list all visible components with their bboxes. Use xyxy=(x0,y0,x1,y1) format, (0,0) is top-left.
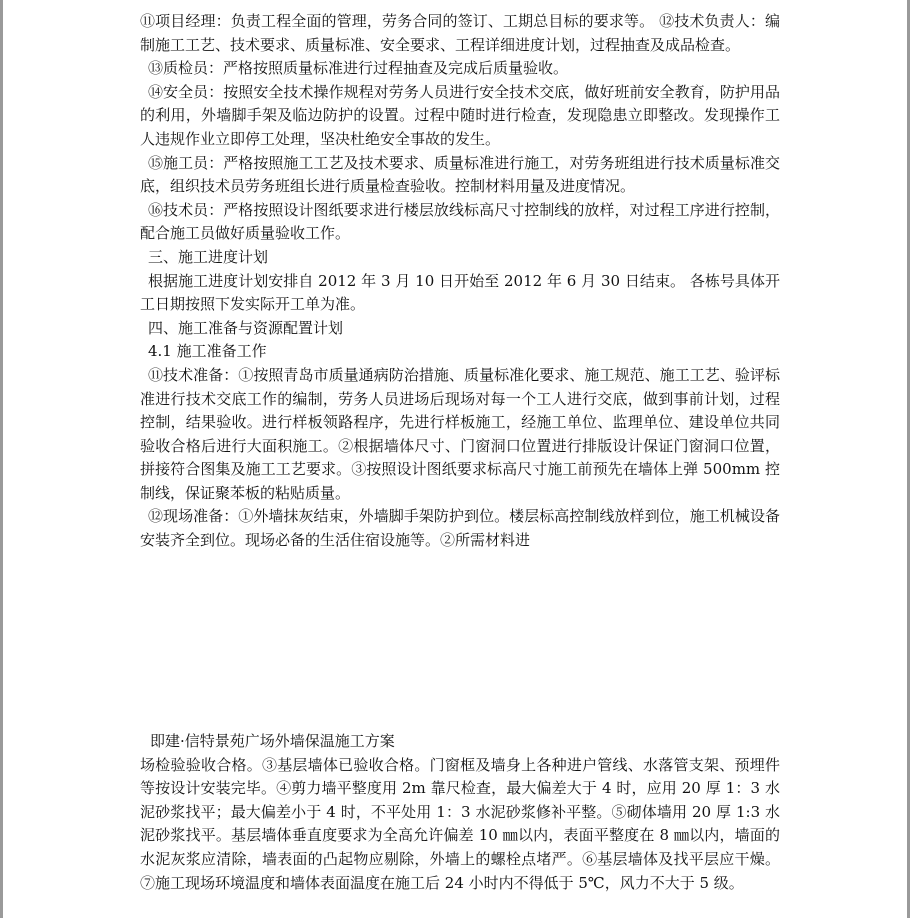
subheading-preparation-work: 4.1 施工准备工作 xyxy=(148,342,267,361)
paragraph-quality-inspector: ⑬质检员：严格按照质量标准进行过程抽查及完成后质量验收。 xyxy=(148,59,569,78)
paragraph-schedule: 根据施工进度计划安排自 2012 年 3 月 10 日开始至 2012 年 6 月 30 日结束。 各栋号具体开工日期按照下发实际开工单为准。 xyxy=(140,271,780,314)
document-page-2 xyxy=(140,730,780,895)
running-header: 即建·信特景苑广场外墙保温施工方案 xyxy=(150,732,395,750)
paragraph-technical-prep: ⑪技术准备：①按照青岛市质量通病防治措施、质量标准化要求、施工规范、施工工艺、验评标准进行技术交底工作的编制，劳务人员进场后现场对每一个工人进行交底，做到事前计划，过程控制，结果验收。进行样板领路程序，先进行样板施工，经施工单位、监理单位、建设单位共同验收合格后进行大面积施工。②根据墙体尺寸、门窗洞口位置进行排版设计保证门窗洞口位置，拼接符合图集及施工工艺要求。③按照设计图纸要求标高尺寸施工前预先在墙体上弹 500mm 控制线，保证聚苯板的粘贴质量。 xyxy=(140,365,780,502)
heading-preparation: 四、施工准备与资源配置计划 xyxy=(148,318,344,337)
paragraph-construction-officer: ⑮施工员：严格按照施工工艺及技术要求、质量标准进行施工，对劳务班组进行技术质量标准交底，组织技术员劳务班组长进行质量检查验收。控制材料用量及进度情况。 xyxy=(140,153,780,196)
paragraph-safety-officer: ⑭安全员：按照安全技术操作规程对劳务人员进行安全技术交底，做好班前安全教育，防护用品的利用，外墙脚手架及临边防护的设置。过程中随时进行检查，发现隐患立即整改。发现操作工人违规作业立即停工处理，坚决杜绝安全事故的发生。 xyxy=(140,82,780,148)
page-border-left xyxy=(0,0,3,918)
heading-schedule: 三、施工进度计划 xyxy=(148,247,269,266)
paragraph-roles-manager: ⑪项目经理：负责工程全面的管理，劳务合同的签订、工期总目标的要求等。 ⑫技术负责人：编制施工工艺、技术要求、质量标准、安全要求、工程详细进度计划，过程抽查及成品检查。 xyxy=(140,12,780,54)
paragraph-technician: ⑯技术员：严格按照设计图纸要求进行楼层放线标高尺寸控制线的放样，对过程工序进行控制，配合施工员做好质量验收工作。 xyxy=(140,200,780,243)
document-page-1 xyxy=(140,10,780,553)
paragraph-site-prep-continued: 场检验验收合格。③基层墙体已验收合格。门窗框及墙身上各种进户管线、水落管支架、预埋件等按设计安装完毕。④剪力墙平整度用 2m 靠尺检查，最大偏差大于 4 时，应用 20 厚 1：3 水泥砂浆找平；最大偏差小于 4 时，不平处用 1：3 水泥砂浆修补平整。⑤砌体墙用 20 厚 1:3 水泥砂浆找平。基层墙体垂直度要求为全高允许偏差 10 ㎜以内，表面平整度在 8 ㎜以内，墙面的水泥灰浆应清除，墙表面的凸起物应剔除，外墙上的螺栓点堵严。⑥基层墙体及找平层应干燥。⑦施工现场环境温度和墙体表面温度在施工后 24 小时内不得低于 5℃，风力不大于 5 级。 xyxy=(140,755,780,892)
paragraph-site-prep: ⑫现场准备：①外墙抹灰结束，外墙脚手架防护到位。楼层标高控制线放样到位，施工机械设备安装齐全到位。现场必备的生活住宿设施等。②所需材料进 xyxy=(140,507,780,550)
